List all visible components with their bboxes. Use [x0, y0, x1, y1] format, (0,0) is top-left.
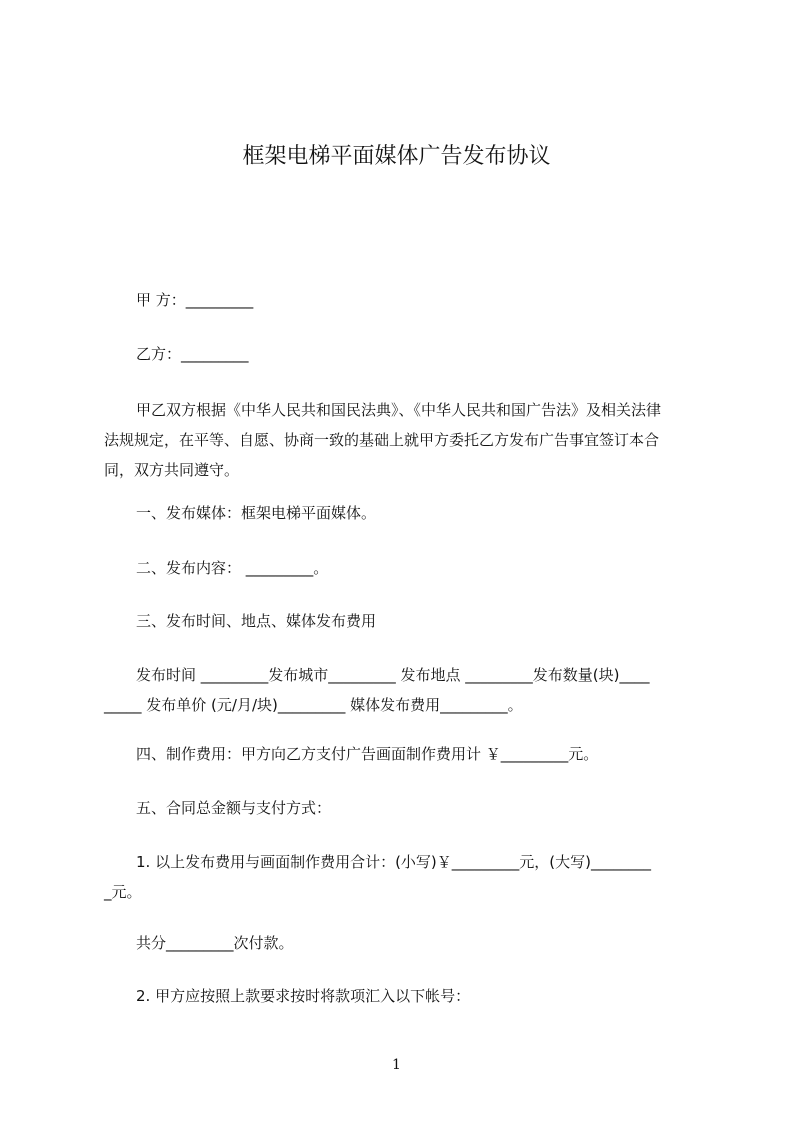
party-a-line: 甲 方：_________: [136, 291, 254, 309]
preamble-line: 同，双方共同遵守。: [104, 461, 240, 479]
document-title: 框架电梯平面媒体广告发布协议: [242, 144, 551, 169]
clause-2: 二、发布内容： _________。: [136, 559, 329, 577]
installments-line: 共分_________次付款。: [136, 934, 294, 952]
clause-5-heading: 五、合同总金额与支付方式：: [136, 799, 332, 817]
preamble-line: 法规规定，在平等、自愿、协商一致的基础上就甲方委托乙方发布广告事宜签订本合: [104, 431, 660, 449]
party-b-line: 乙方：_________: [136, 345, 249, 363]
clause-5-1: [104, 847, 704, 907]
clause-3-detail: [104, 660, 704, 720]
clause-3-heading: 三、发布时间、地点、媒体发布费用: [136, 612, 377, 630]
page-number: 1: [392, 1057, 401, 1073]
preamble-line: 甲乙双方根据《中华人民共和国民法典》、《中华人民共和国广告法》及相关法律: [136, 401, 662, 419]
clause-5-1-line: _元。: [104, 883, 142, 901]
clause-5-2: 2. 甲方应按照上款要求按时将款项汇入以下帐号：: [136, 987, 471, 1005]
clause-4: 四、制作费用：甲方向乙方支付广告画面制作费用计 ￥_________元。: [136, 745, 599, 763]
preamble-paragraph: [104, 395, 704, 485]
clause-3-detail-line: _____ 发布单价 (元/月/块)_________ 媒体发布费用_________。: [104, 696, 523, 714]
clause-1: 一、发布媒体：框架电梯平面媒体。: [136, 504, 377, 522]
clause-3-detail-line: 发布时间 _________发布城市_________ 发布地点 _________发布数量(块)____: [136, 666, 650, 684]
clause-5-1-line: 1. 以上发布费用与画面制作费用合计：(小写)￥_________元，(大写)________: [136, 853, 651, 871]
